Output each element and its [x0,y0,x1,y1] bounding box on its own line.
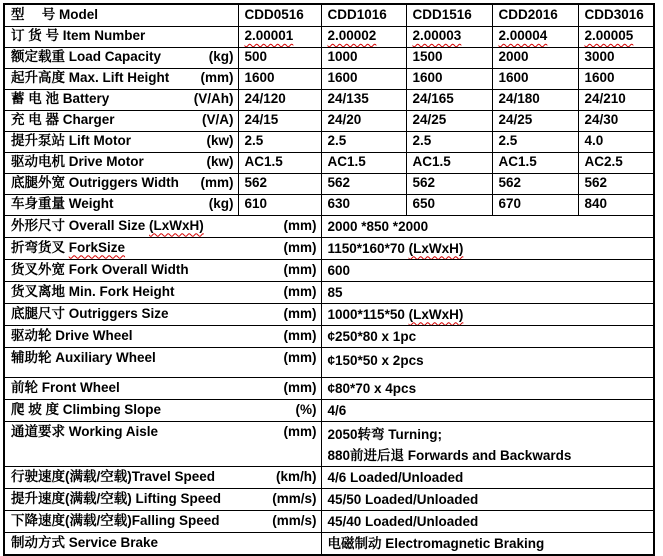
row-label-text [11,380,120,397]
text-segment: 提升泵站 Lift Motor [11,133,131,149]
text-segment: 车身重量 Weight [11,196,114,212]
text-segment: 2050转弯 Turning; [327,426,443,442]
value-line [328,260,650,281]
table-row [4,377,654,399]
spec-value-cell [321,488,654,510]
text-segment: 24/120 [244,91,286,107]
value-line [328,304,650,325]
table-row [4,488,654,510]
value-line [328,489,650,510]
text-segment: 45/40 Loaded/Unloaded [327,513,479,529]
text-segment: 24/20 [327,112,362,128]
text-segment: 4/6 [327,402,347,418]
text-segment: 行驶速度(满载/空载)Travel Speed [11,468,216,484]
text-segment: 外形尺寸 Overall Size [11,217,150,233]
text-segment: 货叉离地 Min. Fork Height [11,283,175,299]
spec-value-cell [238,26,321,47]
spec-value-cell [492,68,578,89]
spec-value-cell [321,347,654,377]
spec-value-cell [406,194,492,215]
text-segment: 前轮 Front Wheel [11,379,120,395]
spec-value-cell [238,131,321,152]
text-segment: 爬 坡 度 Climbing Slope [11,401,162,417]
row-label [11,91,234,108]
text-segment: 45/50 Loaded/Unloaded [327,491,479,507]
text-segment: 4.0 [584,133,604,149]
spec-label-cell [4,110,238,131]
model-header-cell [406,4,492,26]
spec-value-cell [492,194,578,215]
unit-label: (mm) [283,261,317,277]
row-label-text [11,424,158,441]
text-segment: 2000 [498,49,529,65]
text-segment: ¢80*70 x 4pcs [327,380,417,396]
text-segment: 额定载重 Load Capacity [11,49,162,65]
misspelled-text: (LxWxH) [408,306,464,322]
table-row [4,68,654,89]
text-segment: AC1.5 [412,154,451,170]
row-label-text [11,28,145,45]
text-segment: 562 [327,175,351,191]
text-segment: AC1.5 [498,154,537,170]
row-label-text [11,196,114,213]
spec-label-cell [4,68,238,89]
spec-value-cell [321,131,406,152]
spec-table-body [4,4,654,555]
text-segment: CDD3016 [584,6,644,22]
model-header-cell [492,4,578,26]
spec-value-cell [406,26,492,47]
spec-label-cell [4,215,321,237]
spec-value-cell [406,110,492,131]
value-line [328,424,650,445]
text-segment: 24/25 [498,112,533,128]
text-segment: 1600 [584,70,615,86]
spec-label-cell [4,237,321,259]
text-segment: 辅助轮 Auxiliary Wheel [11,349,156,365]
row-label-text [11,49,161,66]
text-segment: 24/210 [584,91,626,107]
spec-label-cell [4,510,321,532]
spec-label-cell [4,89,238,110]
unit-label: (mm) [283,379,317,395]
value-line [328,378,650,399]
text-segment: 562 [244,175,268,191]
text-segment: 24/135 [327,91,369,107]
table-row [4,131,654,152]
row-label-text [11,154,144,171]
text-segment: 驱动电机 Drive Motor [11,154,144,170]
spec-value-cell [578,110,654,131]
spec-label-cell [4,4,238,26]
text-segment: 2.5 [412,133,432,149]
spec-value-cell [321,303,654,325]
spec-value-cell [406,131,492,152]
text-segment: 电磁制动 Electromagnetic Braking [327,535,545,551]
spec-value-cell [321,421,654,466]
table-row [4,259,654,281]
table-row [4,4,654,26]
text-segment: 1000*115*50 [327,306,409,322]
text-segment: 2.5 [327,133,347,149]
text-segment: 3000 [584,49,615,65]
row-label [11,491,317,508]
spec-value-cell [406,152,492,173]
spec-value-cell [321,110,406,131]
text-segment: CDD1016 [327,6,387,22]
value-line [328,400,650,421]
row-label [11,424,317,441]
row-label-text [11,306,169,323]
row-label-text [11,469,215,486]
unit-label: (mm) [200,70,234,86]
row-label [11,262,317,279]
spec-value-cell [321,281,654,303]
spec-label-cell [4,466,321,488]
value-line [328,467,650,488]
spec-label-cell [4,131,238,152]
row-label-text [11,70,169,87]
text-segment: 24/25 [412,112,447,128]
spec-value-cell [238,110,321,131]
row-label [11,284,317,301]
unit-label: (mm) [283,283,317,299]
text-segment: 1600 [412,70,443,86]
text-segment: 货叉外宽 Fork Overall Width [11,261,189,277]
row-label [11,49,234,66]
spec-label-cell [4,377,321,399]
spec-value-cell [321,68,406,89]
text-segment: 2.5 [244,133,264,149]
spec-label-cell [4,303,321,325]
spec-value-cell [238,89,321,110]
spec-value-cell [406,173,492,194]
row-label [11,154,234,171]
unit-label: (mm) [283,423,317,439]
text-segment: 630 [327,196,351,212]
table-row [4,347,654,377]
row-label-text [11,91,109,108]
table-row [4,173,654,194]
spec-value-cell [578,89,654,110]
text-segment: 610 [244,196,268,212]
text-segment: 1600 [244,70,275,86]
row-label-text [11,112,115,129]
spec-value-cell [406,68,492,89]
spec-value-cell [321,89,406,110]
misspelled-text: 2.00002 [327,28,377,44]
text-segment: 1150*160*70 [327,240,409,256]
row-label [11,535,317,552]
spec-value-cell [578,47,654,68]
text-segment: 670 [498,196,522,212]
table-row [4,281,654,303]
spec-value-cell [578,68,654,89]
table-row [4,110,654,131]
table-row [4,26,654,47]
text-segment: ¢250*80 x 1pc [327,328,417,344]
spec-value-cell [406,47,492,68]
spec-value-cell [492,110,578,131]
spec-value-cell [321,325,654,347]
row-label [11,196,234,213]
spec-value-cell [238,47,321,68]
row-label [11,380,317,397]
spec-value-cell [578,194,654,215]
unit-label: (km/h) [276,468,317,484]
text-segment: 24/165 [412,91,454,107]
row-label-text [11,491,221,508]
spec-label-cell [4,194,238,215]
unit-label: (mm) [283,217,317,233]
text-segment: 充 电 器 Charger [11,112,115,128]
spec-value-cell [578,173,654,194]
row-label-text [11,218,204,235]
spec-label-cell [4,173,238,194]
spec-value-cell [238,194,321,215]
misspelled-text: ForkSize [68,239,126,255]
row-label [11,28,234,45]
spec-value-cell [321,215,654,237]
spec-label-cell [4,26,238,47]
table-row [4,89,654,110]
spec-value-cell [578,26,654,47]
spec-value-cell [238,173,321,194]
spec-value-cell [321,152,406,173]
spec-label-cell [4,532,321,555]
spec-label-cell [4,47,238,68]
table-row [4,303,654,325]
spec-value-cell [492,152,578,173]
model-header-cell [321,4,406,26]
text-segment: 500 [244,49,268,65]
table-row [4,532,654,555]
text-segment: ¢150*50 x 2pcs [327,352,424,368]
text-segment: 4/6 Loaded/Unloaded [327,469,464,485]
spec-label-cell [4,281,321,303]
value-line [328,326,650,347]
table-row [4,47,654,68]
unit-label: (kw) [206,154,234,170]
value-line [328,216,650,237]
row-label-text [11,133,131,150]
text-segment: 1600 [327,70,358,86]
row-label-text [11,513,220,530]
unit-label: (mm/s) [272,512,317,528]
spec-label-cell [4,325,321,347]
unit-label: (mm) [283,305,317,321]
misspelled-text: 2.00004 [498,28,548,44]
row-label [11,513,317,530]
value-line [328,238,650,259]
text-segment: 562 [584,175,608,191]
unit-label: (mm/s) [272,490,317,506]
row-label-text [11,284,175,301]
spec-value-cell [578,131,654,152]
spec-value-cell [321,47,406,68]
spec-value-cell [238,68,321,89]
misspelled-text: 2.00005 [584,28,634,44]
text-segment: 起升高度 Max. Lift Height [11,70,170,86]
row-label [11,133,234,150]
text-segment: CDD2016 [498,6,558,22]
misspelled-text: (LxWxH) [408,240,464,256]
text-segment: 提升速度(满载/空载) Lifting Speed [11,490,221,506]
unit-label: (kg) [208,49,234,65]
row-label [11,306,317,323]
spec-value-cell [321,377,654,399]
unit-label: (%) [295,401,317,417]
table-row [4,237,654,259]
table-row [4,466,654,488]
unit-label: (mm) [283,239,317,255]
spec-label-cell [4,259,321,281]
spec-value-cell [321,259,654,281]
text-segment: 85 [327,284,343,300]
text-segment: 1600 [498,70,529,86]
unit-label: (V/Ah) [193,91,234,107]
spec-value-cell [321,399,654,421]
table-row [4,194,654,215]
row-label-text [11,328,133,345]
spec-table-wrap [3,3,655,556]
table-row [4,421,654,466]
spec-value-cell [321,466,654,488]
unit-label: (kg) [208,196,234,212]
spec-value-cell [492,89,578,110]
row-label-text [11,175,179,192]
text-segment: 24/180 [498,91,540,107]
value-line [328,350,650,371]
row-label [11,112,234,129]
unit-label: (mm) [283,327,317,343]
text-segment: 600 [327,262,351,278]
text-segment: 订 货 号 Item Number [11,28,146,44]
misspelled-text: 2.00001 [244,28,294,44]
unit-label: (mm) [283,349,317,365]
table-row [4,325,654,347]
value-line [328,445,650,466]
model-header-cell [238,4,321,26]
spec-label-cell [4,399,321,421]
spec-value-cell [321,173,406,194]
row-label [11,402,317,419]
row-label [11,240,317,257]
text-segment: 驱动轮 Drive Wheel [11,327,133,343]
spec-value-cell [492,131,578,152]
table-row [4,399,654,421]
text-segment: CDD1516 [412,6,472,22]
spec-value-cell [492,47,578,68]
text-segment: 562 [412,175,436,191]
spec-value-cell [578,152,654,173]
text-segment: AC1.5 [244,154,283,170]
row-label-text [11,262,189,279]
text-segment: 下降速度(满载/空载)Falling Speed [11,512,220,528]
row-label [11,218,317,235]
spec-value-cell [321,532,654,555]
text-segment: 底腿尺寸 Outriggers Size [11,305,169,321]
spec-table [3,3,655,556]
spec-value-cell [238,152,321,173]
row-label-text [11,240,125,257]
row-label-text [11,350,156,367]
text-segment: 1000 [327,49,358,65]
text-segment: 通道要求 Working Aisle [11,423,159,439]
spec-value-cell [406,89,492,110]
text-segment: 2.5 [498,133,518,149]
model-header-cell [578,4,654,26]
text-segment: 制动方式 Service Brake [11,534,159,550]
spec-label-cell [4,152,238,173]
text-segment: 型 号 Model [11,6,98,22]
text-segment: 24/30 [584,112,619,128]
text-segment: 24/15 [244,112,279,128]
value-line [328,511,650,532]
spec-value-cell [492,26,578,47]
row-label-text [11,7,98,24]
row-label-text [11,402,161,419]
unit-label: (kw) [206,133,234,149]
text-segment: 840 [584,196,608,212]
text-segment: AC1.5 [327,154,366,170]
row-label [11,175,234,192]
misspelled-text: 2.00003 [412,28,462,44]
table-row [4,215,654,237]
text-segment: 折弯货叉 [11,239,69,255]
spec-label-cell [4,421,321,466]
spec-value-cell [492,173,578,194]
table-row [4,152,654,173]
row-label [11,7,234,24]
value-line [328,282,650,303]
unit-label: (mm) [200,175,234,191]
spec-label-cell [4,488,321,510]
spec-value-cell [321,510,654,532]
text-segment: 2000 *850 *2000 [327,218,429,234]
row-label-text [11,535,158,552]
unit-label: (V/A) [202,112,234,128]
spec-value-cell [321,194,406,215]
spec-value-cell [321,237,654,259]
row-label [11,350,317,367]
row-label [11,70,234,87]
spec-value-cell [321,26,406,47]
text-segment: CDD0516 [244,6,304,22]
text-segment: 880前进后退 Forwards and Backwards [327,447,572,463]
text-segment: AC2.5 [584,154,623,170]
row-label [11,328,317,345]
row-label [11,469,317,486]
value-line [328,533,650,554]
misspelled-text: (LxWxH) [149,217,204,233]
text-segment: 562 [498,175,522,191]
text-segment: 1500 [412,49,443,65]
text-segment: 底腿外宽 Outriggers Width [11,175,179,191]
table-row [4,510,654,532]
text-segment: 蓄 电 池 Battery [11,91,110,107]
spec-label-cell [4,347,321,377]
text-segment: 650 [412,196,436,212]
